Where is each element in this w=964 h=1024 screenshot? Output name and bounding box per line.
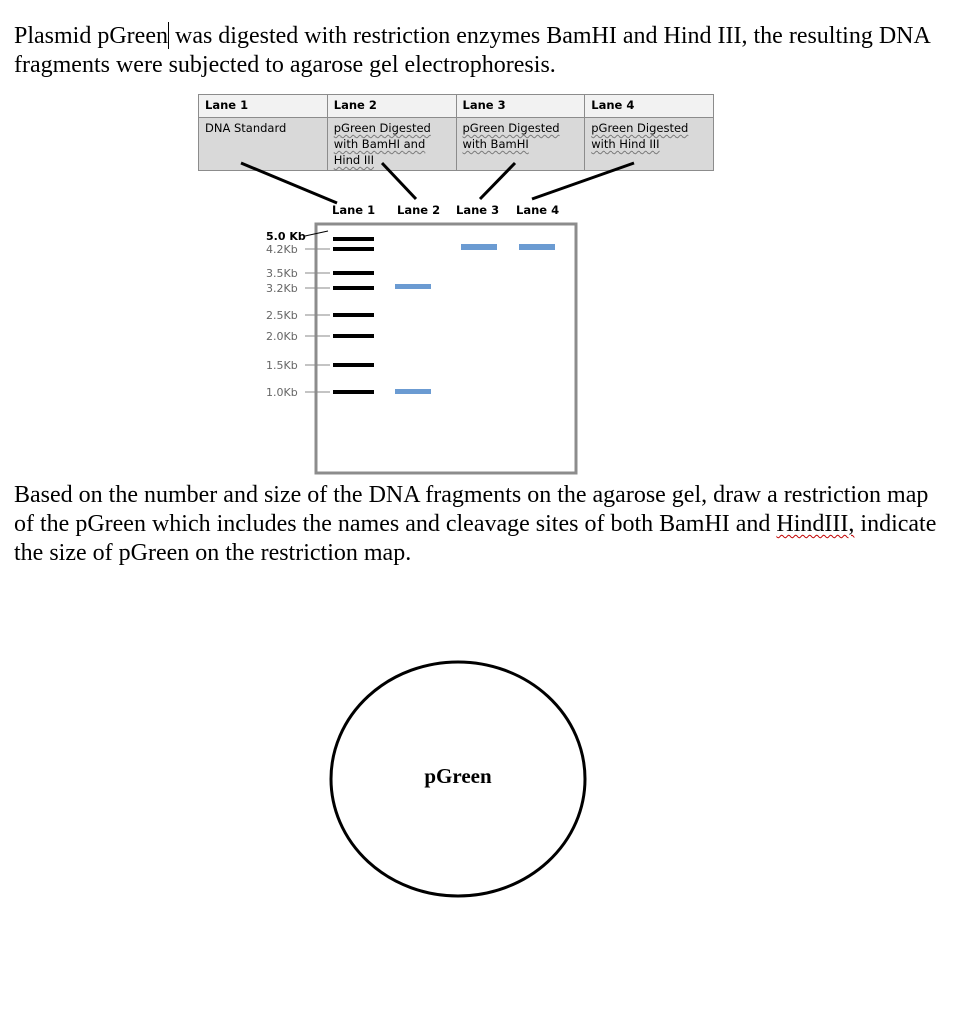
connector-line-3 bbox=[480, 163, 515, 199]
lane3-band-4-2kb bbox=[461, 244, 497, 250]
ladder-band-2-0kb bbox=[333, 334, 374, 338]
connector-line-1 bbox=[241, 163, 337, 203]
ladder-band-1-0kb bbox=[333, 390, 374, 394]
gel-lane-label-4: Lane 4 bbox=[516, 203, 560, 217]
gel-box bbox=[316, 224, 576, 473]
task-text-b: indicate the size of pGreen on the restriction map. bbox=[14, 511, 937, 566]
ladder-label-3-2kb: 3.2Kb bbox=[266, 282, 298, 295]
ladder-label-2-5kb: 2.5Kb bbox=[266, 309, 298, 322]
lane-header-1: Lane 1 bbox=[199, 95, 328, 118]
gel-lane-label-1: Lane 1 bbox=[332, 203, 376, 217]
intro-text-a: Plasmid pGreen bbox=[14, 23, 168, 49]
lane-header-3: Lane 3 bbox=[456, 95, 585, 118]
ladder-band-3-5kb bbox=[333, 271, 374, 275]
lane4-band-4-2kb bbox=[519, 244, 555, 250]
lane2-band-1-0kb bbox=[395, 389, 431, 394]
task-paragraph bbox=[14, 481, 954, 568]
plasmid-label: pGreen bbox=[424, 764, 492, 788]
lane-desc-4: pGreen Digested with Hind III bbox=[585, 118, 714, 171]
ladder-label-2-0kb: 2.0Kb bbox=[266, 330, 298, 343]
connector-line-4 bbox=[532, 163, 634, 199]
ladder-band-2-5kb bbox=[333, 313, 374, 317]
connector-line-2 bbox=[382, 163, 416, 199]
ladder-band-1-5kb bbox=[333, 363, 374, 367]
task-text-a: Based on the number and size of the DNA fragments on the agarose gel, draw a restriction map of the pGreen which includes the names and cleavage sites of both BamHI and bbox=[14, 482, 929, 537]
spellcheck-flagged-word: HindIII, bbox=[776, 511, 855, 537]
gel-lane-label-2: Lane 2 bbox=[397, 203, 441, 217]
lane-desc-1: DNA Standard bbox=[199, 118, 328, 171]
lane-header-2: Lane 2 bbox=[327, 95, 456, 118]
intro-text-b: was digested with restriction enzymes BamHI and Hind III, the resulting DNA fragments were subjected to agarose gel electrophoresis. bbox=[14, 23, 930, 78]
ladder-label-3-5kb: 3.5Kb bbox=[266, 267, 298, 280]
lane2-band-3-2kb bbox=[395, 284, 431, 289]
ladder-band-3-2kb bbox=[333, 286, 374, 290]
lane-header-4: Lane 4 bbox=[585, 95, 714, 118]
ladder-label-1-0kb: 1.0Kb bbox=[266, 386, 298, 399]
ladder-label-5kb: 5.0 Kb bbox=[266, 230, 306, 243]
gel-lane-label-3: Lane 3 bbox=[456, 203, 500, 217]
ladder-band-4-2kb bbox=[333, 247, 374, 251]
lane-desc-3: pGreen Digested with BamHI bbox=[456, 118, 585, 171]
ladder-label-4-2kb: 4.2Kb bbox=[266, 243, 298, 256]
lane-desc-2: pGreen Digested with BamHI and Hind III bbox=[327, 118, 456, 171]
ladder-label-1-5kb: 1.5Kb bbox=[266, 359, 298, 372]
ladder-band-5kb bbox=[333, 237, 374, 241]
